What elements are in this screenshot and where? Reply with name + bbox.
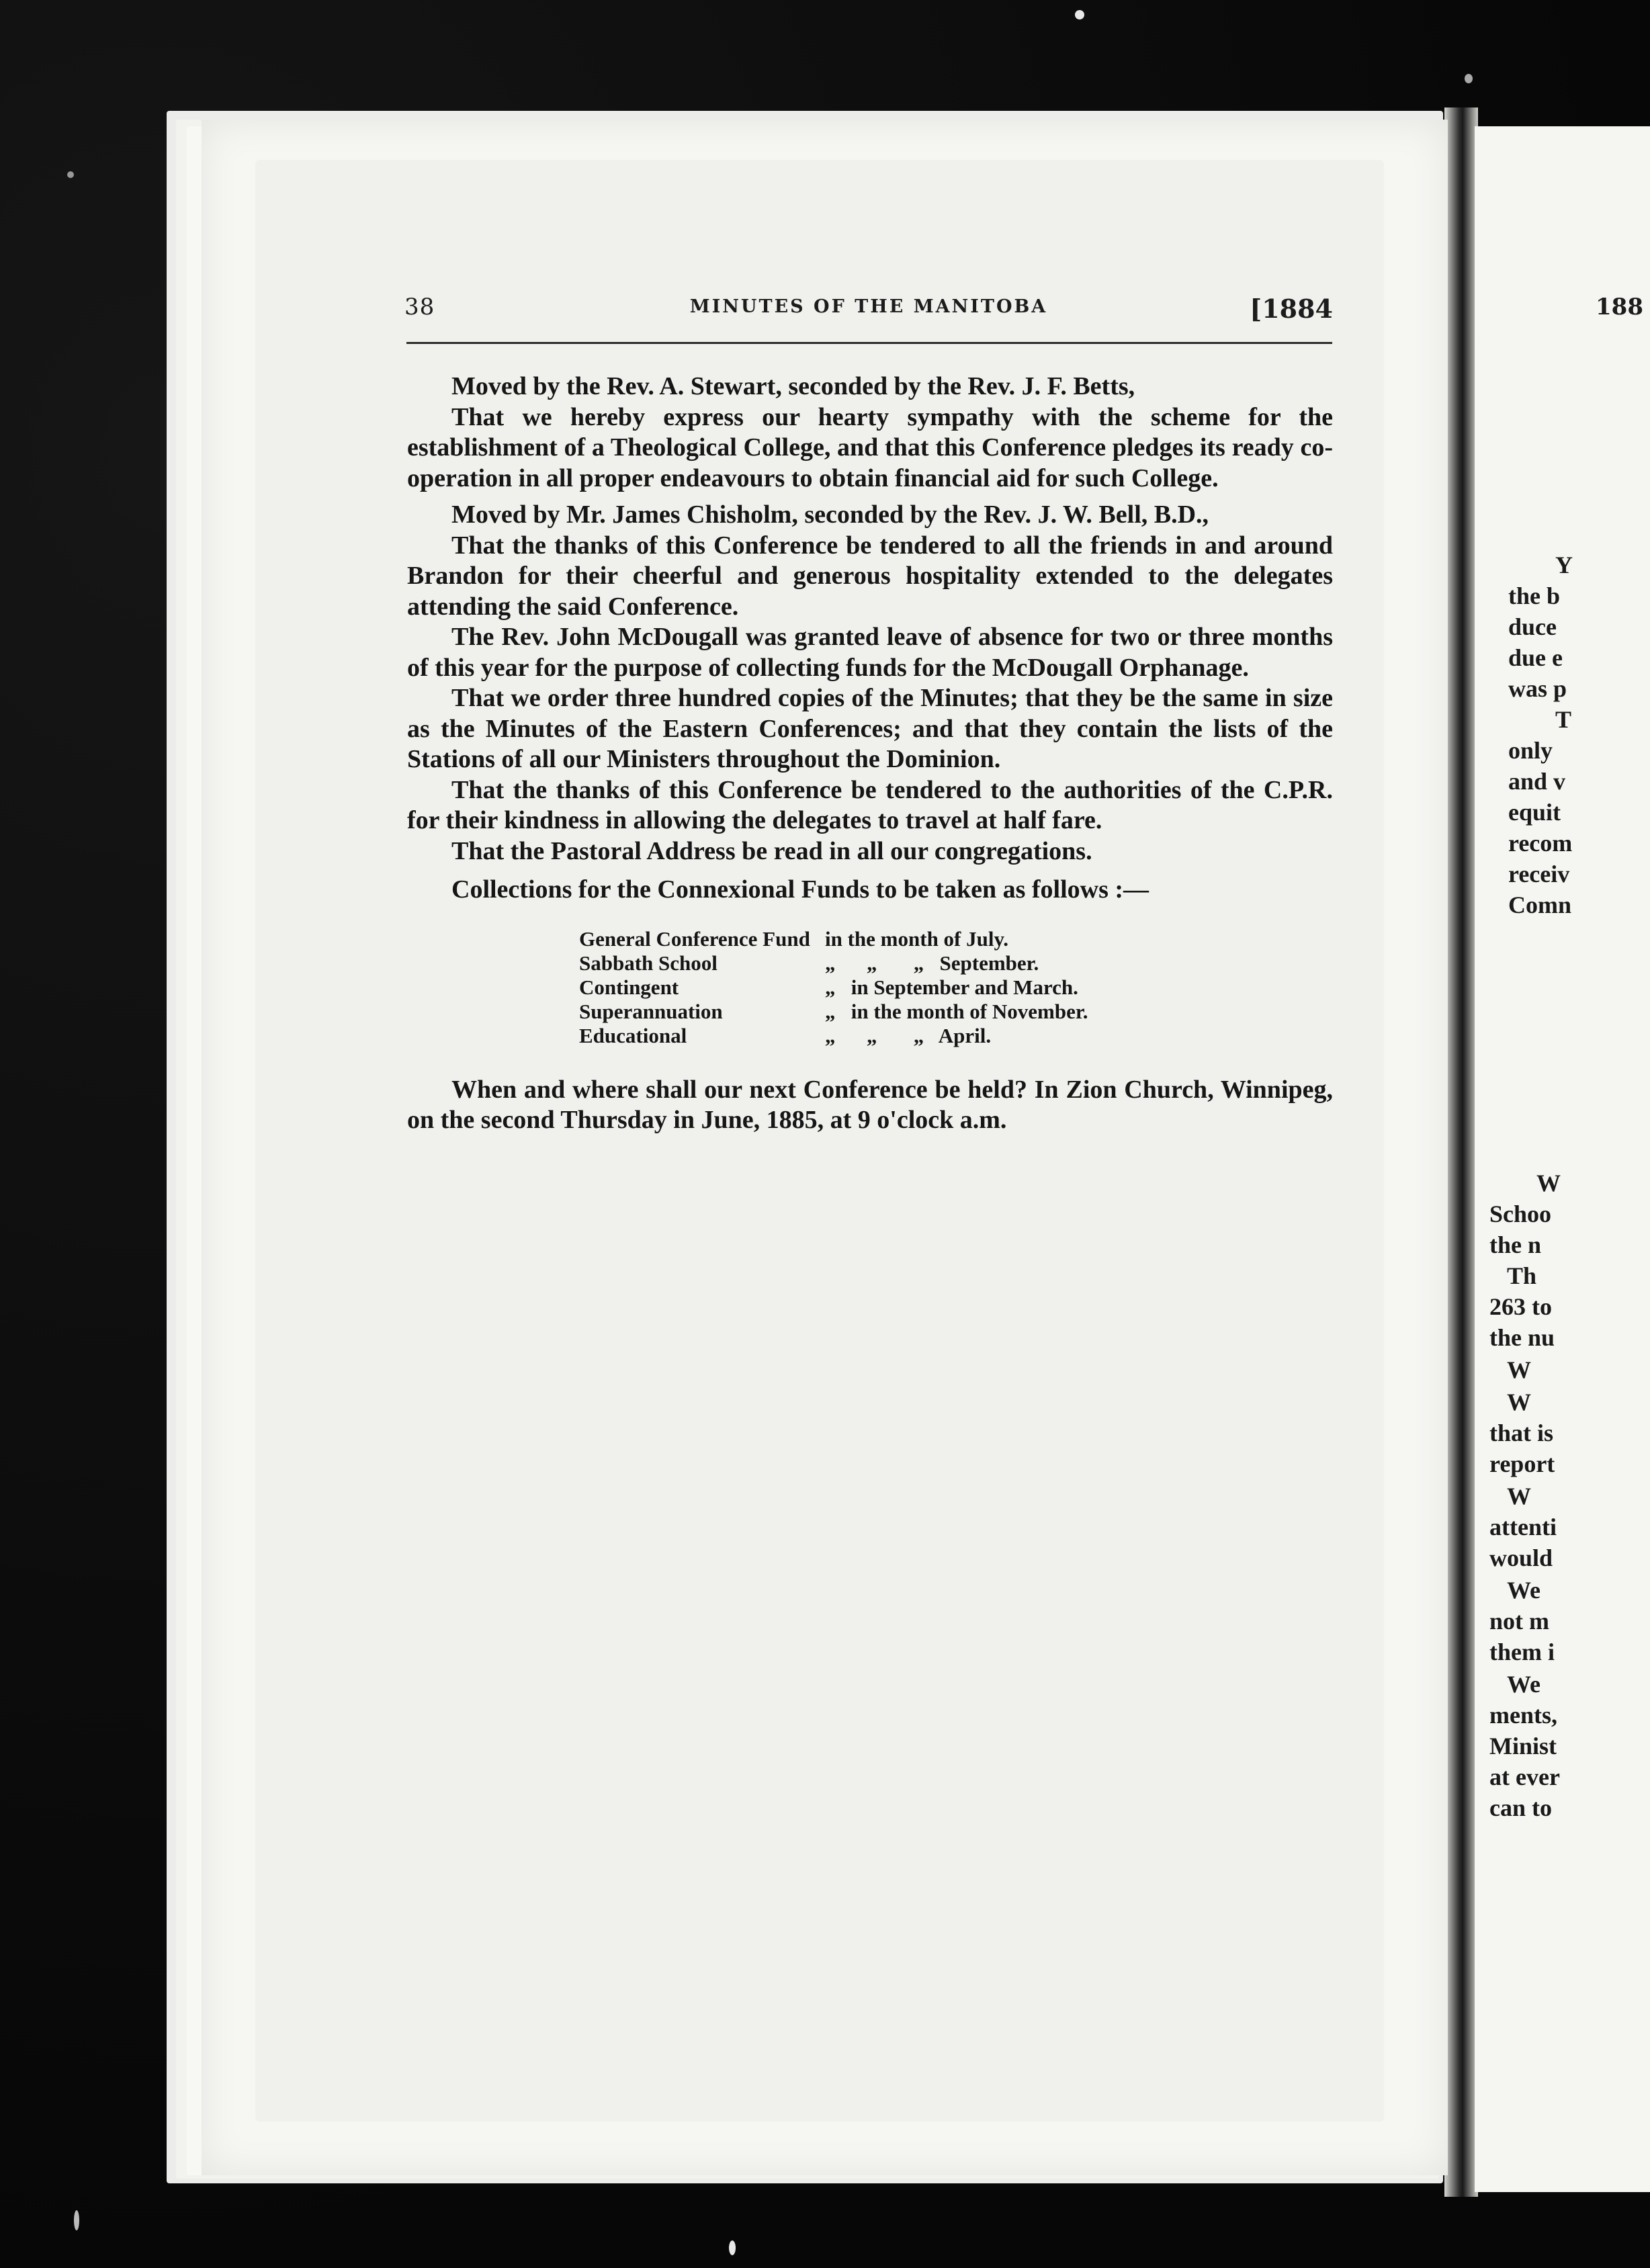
right-page-line: Th xyxy=(1507,1262,1537,1289)
running-title: MINUTES OF THE MANITOBA xyxy=(689,296,1048,317)
right-page-line: the n xyxy=(1489,1231,1542,1258)
right-page-line: W xyxy=(1507,1389,1531,1415)
closing-paragraph: When and where shall our next Conference be held? In Zion Church, Winnipeg, on the second Thursday in June, 1885, at 9 o'clock a.m. xyxy=(407,1075,1333,1134)
right-page-line: receiv xyxy=(1508,861,1570,887)
right-page-line: can to xyxy=(1489,1794,1552,1821)
right-page-line: the b xyxy=(1508,582,1561,609)
fund-name: Educational xyxy=(579,1023,687,1047)
right-page-line: T xyxy=(1555,706,1572,733)
right-page-line: W xyxy=(1507,1356,1531,1383)
header-rule xyxy=(406,342,1332,344)
right-page-line: ments, xyxy=(1489,1702,1557,1729)
fund-name: Contingent xyxy=(579,975,679,999)
header-year: [1884 xyxy=(1250,294,1333,324)
dust-speck xyxy=(1465,74,1473,83)
right-page-line: We xyxy=(1507,1671,1540,1698)
page-body xyxy=(407,372,1333,1136)
table-row xyxy=(579,951,1088,975)
right-page-line: Y xyxy=(1555,552,1573,578)
right-page-line: duce xyxy=(1508,613,1557,640)
page-number: 38 xyxy=(404,294,435,320)
right-page-line: and v xyxy=(1508,768,1566,795)
paragraph: Moved by the Rev. A. Stewart, seconded by the Rev. J. F. Betts, xyxy=(451,372,1135,400)
page-header xyxy=(404,294,1333,334)
table-row xyxy=(579,1024,1088,1048)
right-page-line: attenti xyxy=(1489,1514,1557,1540)
collections-table xyxy=(579,927,1088,1048)
right-page-line: We xyxy=(1507,1577,1540,1604)
right-page-header: 188 xyxy=(1596,294,1643,320)
right-page-line: that is xyxy=(1489,1420,1554,1446)
dust-speck xyxy=(67,171,74,178)
fund-detail: „ „ „ April. xyxy=(825,1023,992,1047)
right-page-line: 263 to xyxy=(1489,1293,1552,1320)
dust-speck xyxy=(1075,10,1084,19)
book-gutter xyxy=(1444,107,1478,2197)
right-page-line: W xyxy=(1507,1483,1531,1510)
right-page-line: not m xyxy=(1489,1608,1549,1634)
paragraph: That the thanks of this Conference be tendered to all the friends in and around Brandon for their cheerful and generous hospitality extended to the delegates attending the said Conference. xyxy=(407,531,1333,621)
right-page-line: the nu xyxy=(1489,1324,1555,1351)
paragraph: That the Pastoral Address be read in all our congregations. xyxy=(451,836,1092,865)
right-page xyxy=(1475,126,1650,2192)
right-page-line: Comn xyxy=(1508,891,1572,918)
fund-name: General Conference Fund xyxy=(579,926,810,951)
table-row xyxy=(579,1000,1088,1024)
paragraph: That we hereby express our hearty sympathy with the scheme for the establishment of a Theological College, and that this Conference pledges its ready co-operation in all proper endeavours to obtain financial aid for such College. xyxy=(407,402,1333,492)
fund-detail: „ „ „ September. xyxy=(825,951,1039,975)
right-page-line: W xyxy=(1536,1170,1561,1196)
paragraph: That the thanks of this Conference be tendered to the authorities of the C.P.R. for their kindness in allowing the delegates to travel at half fare. xyxy=(407,775,1333,834)
table-row xyxy=(579,975,1088,1000)
right-page-line: report xyxy=(1489,1450,1555,1477)
dust-speck xyxy=(729,2240,736,2255)
right-page-line: Schoo xyxy=(1489,1201,1552,1227)
right-page-line: Minist xyxy=(1489,1733,1557,1759)
paragraph: That we order three hundred copies of the Minutes; that they be the same in size as the Minutes of the Eastern Conferences; and that they contain the lists of the Stations of all our Ministers throughout the Dominion. xyxy=(407,684,1333,773)
table-row xyxy=(579,927,1088,951)
dust-speck xyxy=(74,2210,79,2230)
right-page-line: was p xyxy=(1508,675,1567,702)
fund-name: Sabbath School xyxy=(579,951,718,975)
right-page-line: equit xyxy=(1508,799,1561,826)
paragraph: Moved by Mr. James Chisholm, seconded by the Rev. J. W. Bell, B.D., xyxy=(451,500,1209,529)
fund-name: Superannuation xyxy=(579,999,723,1023)
fund-detail: „ in the month of November. xyxy=(825,999,1088,1023)
paragraph: The Rev. John McDougall was granted leave of absence for two or three months of this year for the purpose of collecting funds for the McDougall Orphanage. xyxy=(407,623,1333,682)
fund-detail: in the month of July. xyxy=(825,926,1009,951)
right-page-line: only xyxy=(1508,737,1553,764)
right-page-line: recom xyxy=(1508,830,1573,857)
right-page-line: would xyxy=(1489,1544,1553,1571)
paragraph: Collections for the Connexional Funds to be taken as follows :— xyxy=(451,875,1149,904)
fund-detail: „ in September and March. xyxy=(825,975,1078,999)
right-page-line: them i xyxy=(1489,1639,1555,1665)
right-page-line: due e xyxy=(1508,644,1563,671)
right-page-line: at ever xyxy=(1489,1763,1560,1790)
